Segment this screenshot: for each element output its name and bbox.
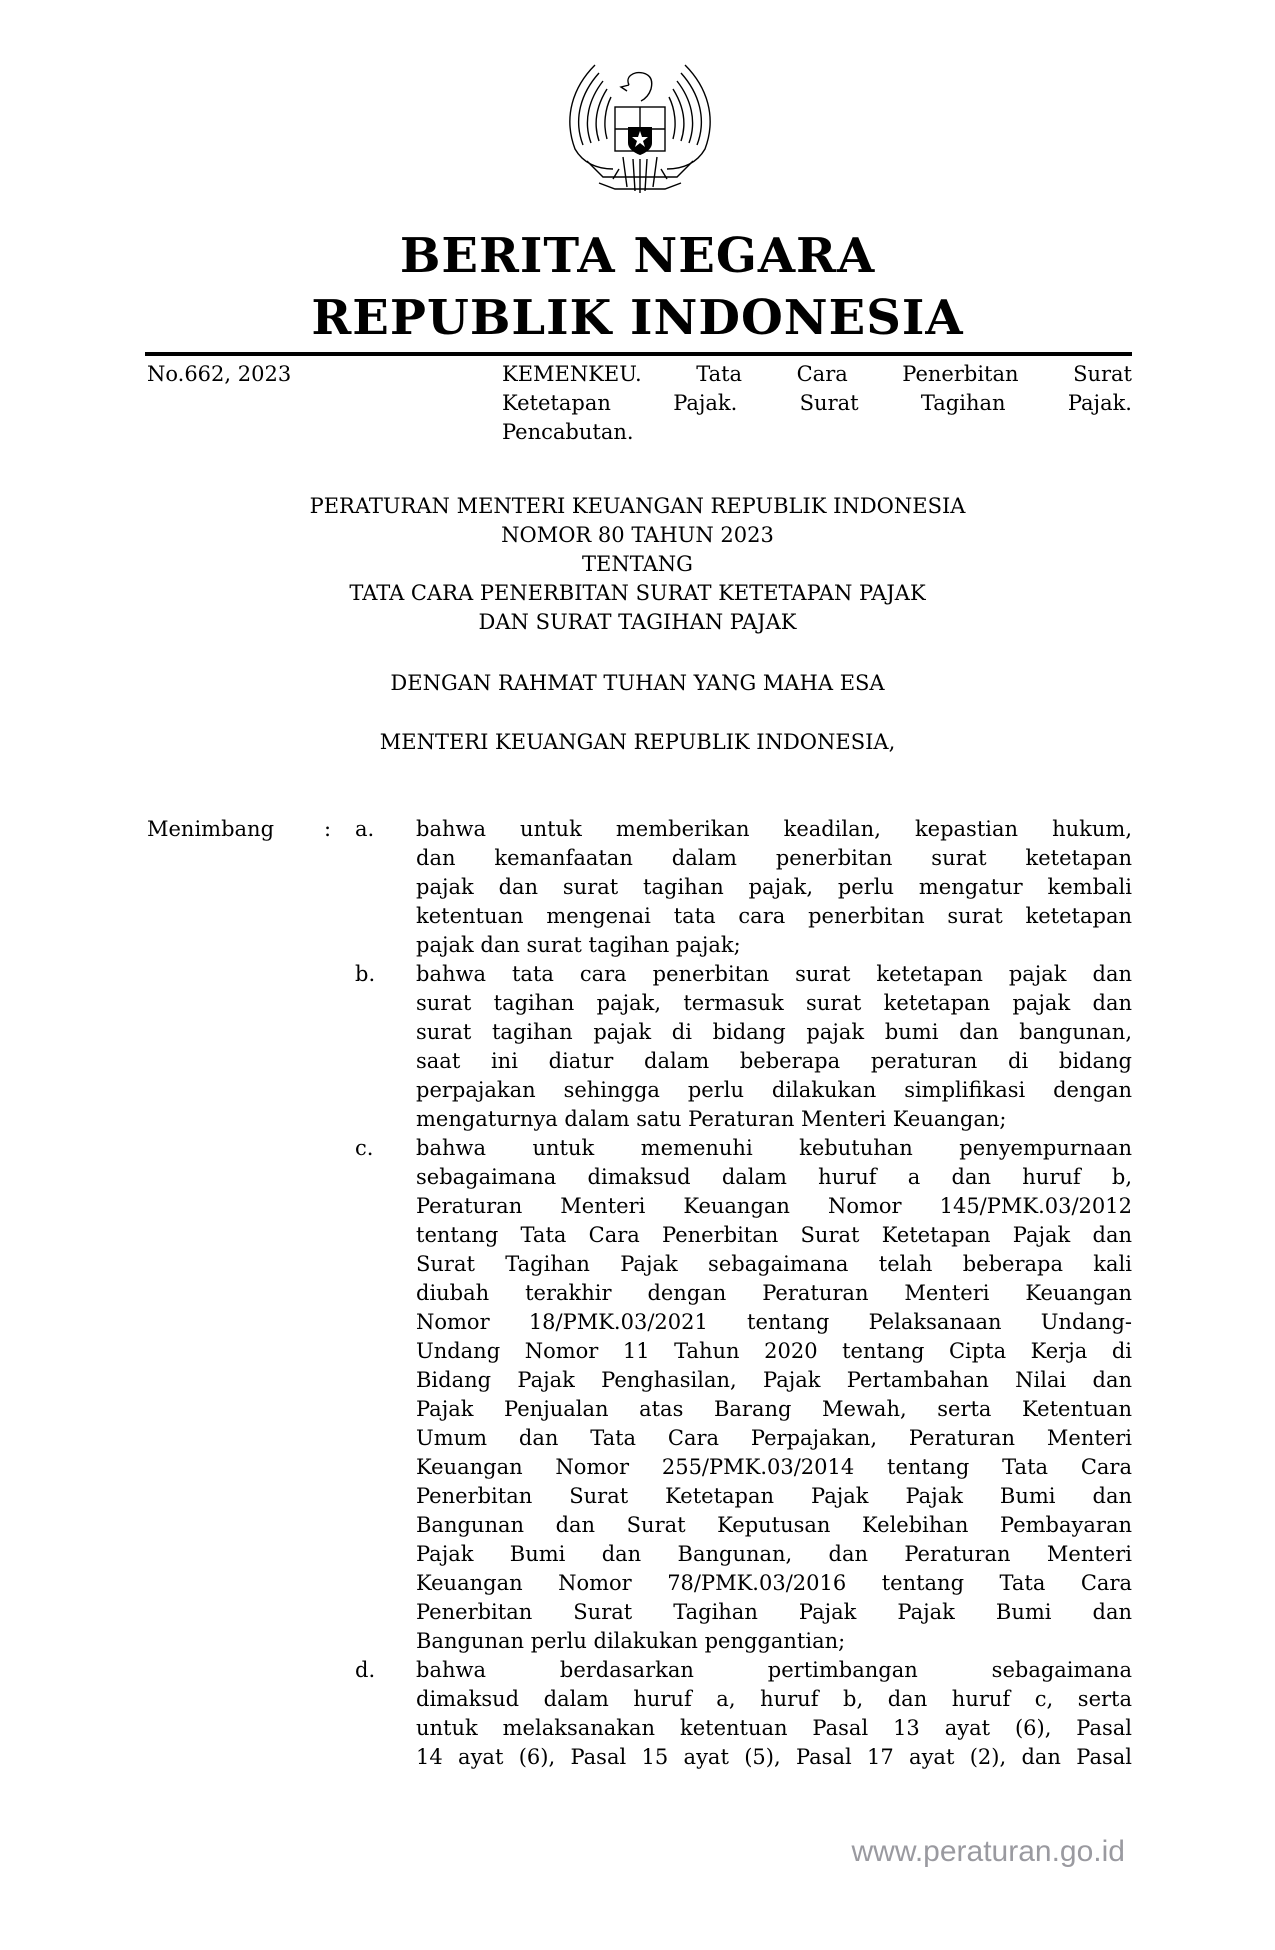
header-rule: [145, 352, 1132, 356]
consideration-line: untuk melaksanakan ketentuan Pasal 13 ayat (6), Pasal: [416, 1716, 1132, 1740]
consideration-line: dimaksud dalam huruf a, huruf b, dan huruf c, serta: [416, 1687, 1132, 1711]
consideration-line: Umum dan Tata Cara Perpajakan, Peraturan Menteri: [416, 1426, 1132, 1450]
consideration-line: Pajak Penjualan atas Barang Mewah, serta Ketentuan: [416, 1397, 1132, 1421]
consideration-line: Keuangan Nomor 255/PMK.03/2014 tentang Tata Cara: [416, 1455, 1132, 1479]
consideration-line: dan kemanfaatan dalam penerbitan surat ketetapan: [416, 846, 1132, 870]
regulation-title: [0, 492, 1275, 637]
garuda-emblem-icon: [553, 57, 727, 207]
consideration-item-text: [416, 960, 1132, 1134]
subject-line: KEMENKEU. Tata Cara Penerbitan Surat: [502, 362, 1132, 386]
consideration-item-label: c.: [355, 1136, 374, 1160]
considerations-label: Menimbang: [147, 817, 275, 841]
consideration-line: pajak dan surat tagihan pajak, perlu mengatur kembali: [416, 875, 1132, 899]
consideration-line: bahwa untuk memberikan keadilan, kepastian hukum,: [416, 817, 1132, 841]
subject-line: Pencabutan.: [502, 420, 634, 444]
consideration-item-text: [416, 1656, 1132, 1772]
consideration-line: Bangunan dan Surat Keputusan Kelebihan Pembayaran: [416, 1513, 1132, 1537]
subject-line: Ketetapan Pajak. Surat Tagihan Pajak.: [502, 391, 1132, 415]
consideration-line: Keuangan Nomor 78/PMK.03/2016 tentang Tata Cara: [416, 1571, 1132, 1595]
blessing-line: DENGAN RAHMAT TUHAN YANG MAHA ESA: [390, 671, 885, 695]
consideration-line: surat tagihan pajak, termasuk surat ketetapan pajak dan: [416, 991, 1132, 1015]
consideration-item-label: a.: [355, 817, 375, 841]
consideration-line: saat ini diatur dalam beberapa peraturan di bidang: [416, 1049, 1132, 1073]
consideration-item-text: [416, 1134, 1132, 1656]
consideration-line: tentang Tata Cara Penerbitan Surat Ketetapan Pajak dan: [416, 1223, 1132, 1247]
consideration-line: sebagaimana dimaksud dalam huruf a dan huruf b,: [416, 1165, 1132, 1189]
regulation-line: NOMOR 80 TAHUN 2023: [501, 523, 774, 547]
consideration-line: pajak dan surat tagihan pajak;: [416, 933, 741, 957]
consideration-line: surat tagihan pajak di bidang pajak bumi dan bangunan,: [416, 1020, 1132, 1044]
consideration-line: Pajak Bumi dan Bangunan, dan Peraturan Menteri: [416, 1542, 1132, 1566]
consideration-line: Bidang Pajak Penghasilan, Pajak Pertambahan Nilai dan: [416, 1368, 1132, 1392]
consideration-item-label: d.: [355, 1658, 376, 1682]
gazette-subject: [502, 360, 1132, 447]
consideration-line: Nomor 18/PMK.03/2021 tentang Pelaksanaan Undang-: [416, 1310, 1132, 1334]
gazette-title-line2: REPUBLIK INDONESIA: [311, 290, 964, 346]
consideration-line: mengaturnya dalam satu Peraturan Menteri Keuangan;: [416, 1107, 1007, 1131]
consideration-line: Undang Nomor 11 Tahun 2020 tentang Cipta Kerja di: [416, 1339, 1132, 1363]
consideration-line: Penerbitan Surat Tagihan Pajak Pajak Bumi dan: [416, 1600, 1132, 1624]
regulation-line: TATA CARA PENERBITAN SURAT KETETAPAN PAJAK: [349, 581, 926, 605]
gazette-number: No.662, 2023: [147, 362, 292, 386]
consideration-line: 14 ayat (6), Pasal 15 ayat (5), Pasal 17 ayat (2), dan Pasal: [416, 1745, 1132, 1769]
consideration-item-label: b.: [355, 962, 376, 986]
regulation-line: DAN SURAT TAGIHAN PAJAK: [478, 610, 797, 634]
regulation-line: PERATURAN MENTERI KEUANGAN REPUBLIK INDONESIA: [309, 494, 966, 518]
consideration-line: bahwa berdasarkan pertimbangan sebagaimana: [416, 1658, 1132, 1682]
consideration-line: Peraturan Menteri Keuangan Nomor 145/PMK.03/2012: [416, 1194, 1132, 1218]
consideration-line: ketentuan mengenai tata cara penerbitan surat ketetapan: [416, 904, 1132, 928]
gazette-title-line1: BERITA NEGARA: [399, 228, 876, 284]
consideration-line: Bangunan perlu dilakukan penggantian;: [416, 1629, 846, 1653]
regulation-line: TENTANG: [582, 552, 693, 576]
consideration-line: perpajakan sehingga perlu dilakukan simplifikasi dengan: [416, 1078, 1132, 1102]
minister-line: MENTERI KEUANGAN REPUBLIK INDONESIA,: [379, 730, 896, 754]
consideration-line: bahwa tata cara penerbitan surat ketetapan pajak dan: [416, 962, 1132, 986]
consideration-line: diubah terakhir dengan Peraturan Menteri Keuangan: [416, 1281, 1132, 1305]
footer-url: www.peraturan.go.id: [851, 1835, 1125, 1868]
considerations-colon: :: [324, 817, 332, 841]
consideration-line: Surat Tagihan Pajak sebagaimana telah beberapa kali: [416, 1252, 1132, 1276]
consideration-line: bahwa untuk memenuhi kebutuhan penyempurnaan: [416, 1136, 1132, 1160]
consideration-item-text: [416, 815, 1132, 960]
consideration-line: Penerbitan Surat Ketetapan Pajak Pajak Bumi dan: [416, 1484, 1132, 1508]
